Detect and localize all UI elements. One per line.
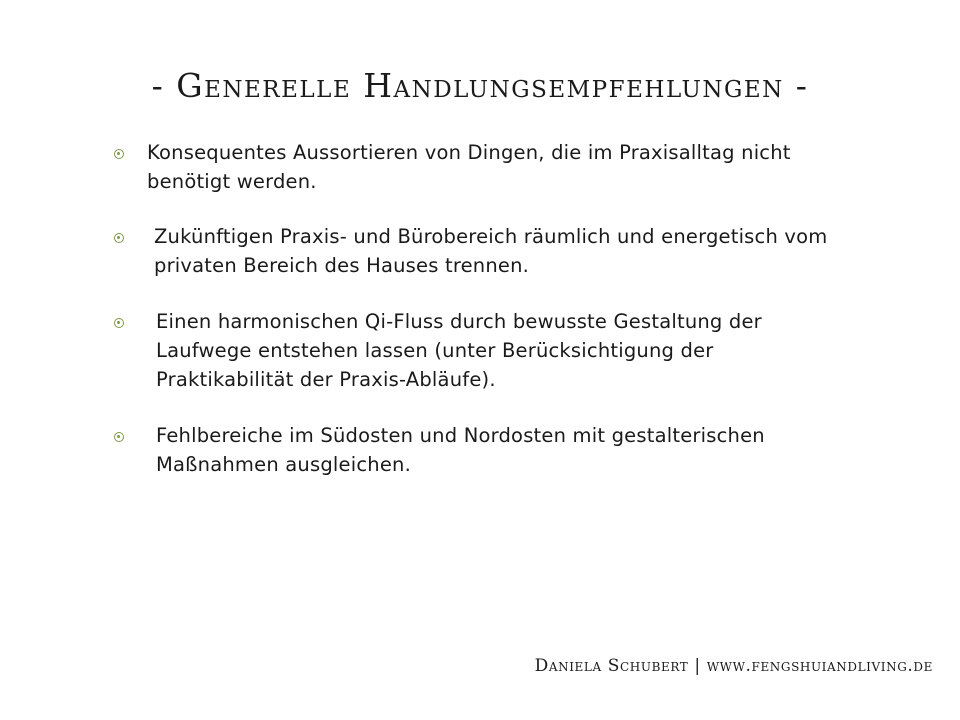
circled-dot-bullet-icon xyxy=(114,432,124,442)
circled-dot-bullet-icon xyxy=(114,149,124,159)
footer-credit: Daniela Schubert | www.fengshuiandliving.de xyxy=(534,656,933,676)
bullet-text: Konsequentes Aussortieren von Dingen, die im Praxisalltag nicht benötigt werden. xyxy=(147,141,791,193)
list-item xyxy=(114,421,834,479)
bullet-text: Einen harmonischen Qi-Fluss durch bewusste Gestaltung der Laufwege entstehen lassen (unter Berücksichtigung der Praktikabilität der Praxis-Abläufe). xyxy=(156,310,762,391)
recommendation-list xyxy=(114,138,834,479)
slide-title: - Generelle Handlungsempfehlungen - xyxy=(151,66,809,105)
bullet-text: Zukünftigen Praxis- und Bürobereich räumlich und energetisch vom privaten Bereich des Hauses trennen. xyxy=(154,225,828,277)
list-item xyxy=(114,307,834,394)
list-item xyxy=(114,222,834,280)
circled-dot-bullet-icon xyxy=(114,233,124,243)
bullet-text: Fehlbereiche im Südosten und Nordosten mit gestalterischen Maßnahmen ausgleichen. xyxy=(156,424,765,476)
circled-dot-bullet-icon xyxy=(114,318,124,328)
list-item xyxy=(114,138,834,196)
